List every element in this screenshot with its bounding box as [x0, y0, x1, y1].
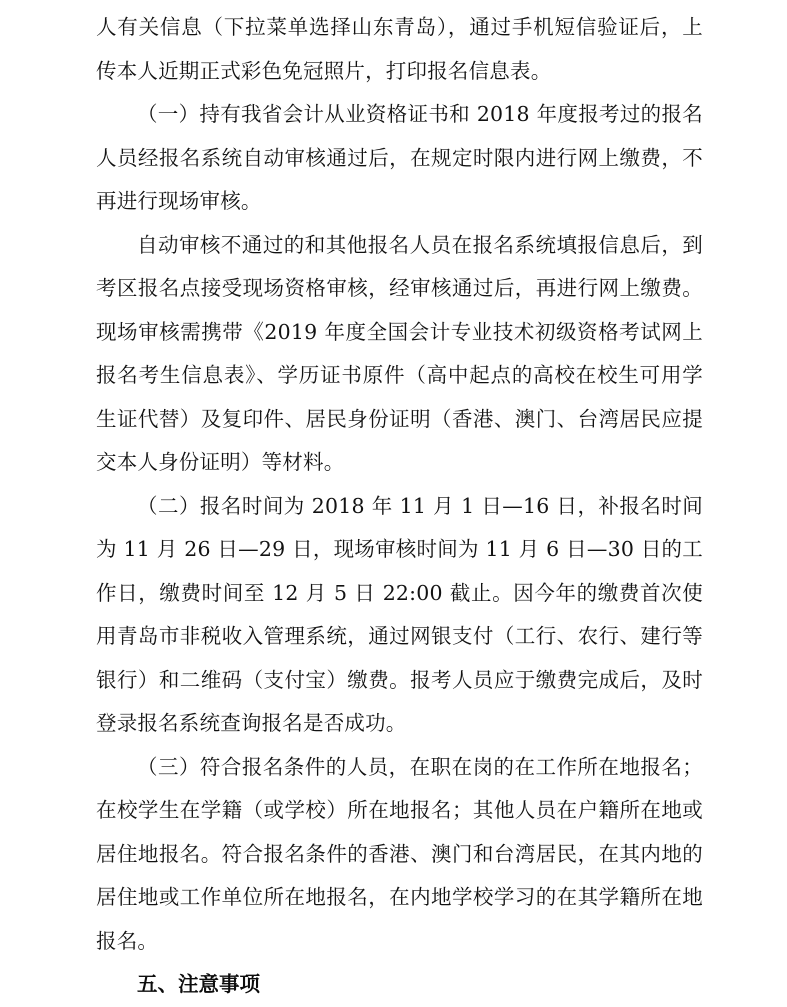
paragraph-intro-continued: 人有关信息（下拉菜单选择山东青岛），通过手机短信验证后，上传本人近期正式彩色免冠照片，打印报名信息表。 — [96, 15, 703, 83]
section-heading-notices: 五、注意事项 — [137, 972, 260, 996]
paragraph-item-3: （三）符合报名条件的人员，在职在岗的在工作所在地报名；在校学生在学籍（或学校）所在地报名；其他人员在户籍所在地或居住地报名。符合报名条件的香港、澳门和台湾居民，在其内地的居住地或工作单位所在地报名，在内地学校学习的在其学籍所在地报名。 — [96, 754, 703, 953]
paragraph-manual-review: 自动审核不通过的和其他报名人员在报名系统填报信息后，到考区报名点接受现场资格审核，经审核通过后，再进行网上缴费。现场审核需携带《2019 年度全国会计专业技术初级资格考试网上报名考生信息表》、学历证书原件（高中起点的高校在校生可用学生证代替）及复印件、居民身份证明（香港、澳门、台湾居民应提交本人身份证明）等材料。 — [96, 232, 703, 474]
paragraph-item-1: （一）持有我省会计从业资格证书和 2018 年度报考过的报名人员经报名系统自动审核通过后，在规定时限内进行网上缴费，不再进行现场审核。 — [96, 102, 703, 213]
paragraph-item-2: （二）报名时间为 2018 年 11 月 1 日—16 日，补报名时间为 11 月 26 日—29 日，现场审核时间为 11 月 6 日—30 日的工作日，缴费时间至 12 月 5 日 22:00 截止。因今年的缴费首次使用青岛市非税收入管理系统，通过网银支付（工行、农行、建行等银行）和二维码（支付宝）缴费。报考人员应于缴费完成后，及时登录报名系统查询报名是否成功。 — [96, 493, 703, 735]
